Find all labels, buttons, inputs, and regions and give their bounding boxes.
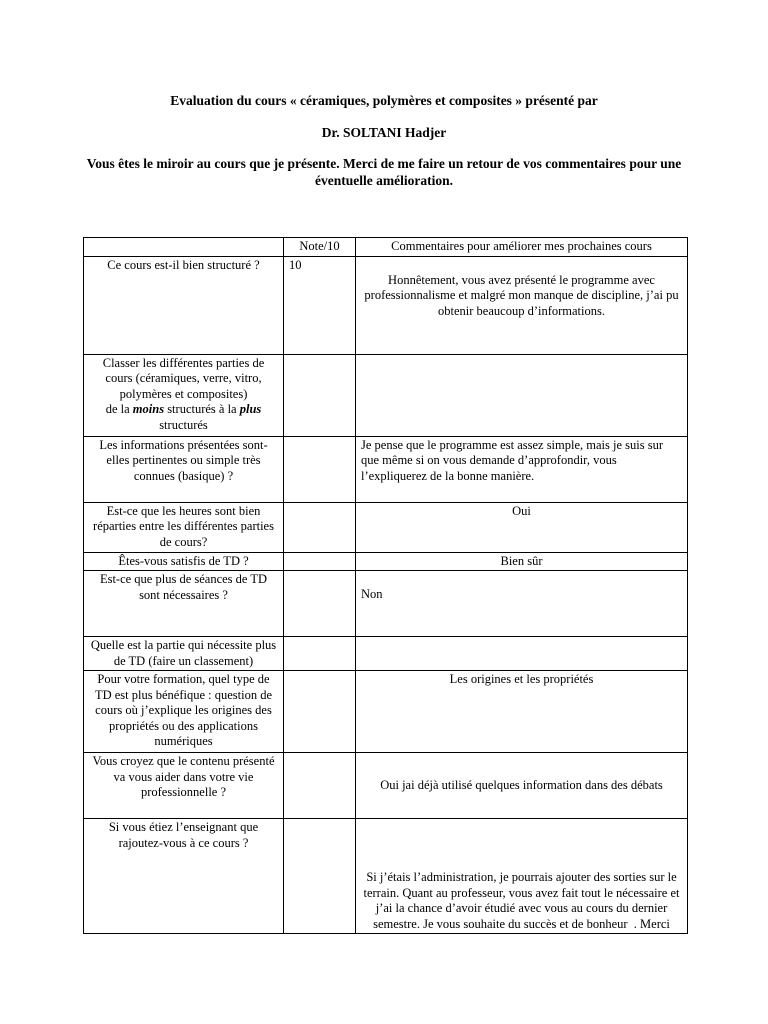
document-title: Evaluation du cours « céramiques, polymères et composites » présenté par — [170, 93, 598, 108]
table-row — [84, 502, 688, 552]
comment-cell — [356, 354, 688, 436]
emphasis-text: plus — [239, 402, 262, 416]
question-cell: Si vous étiez l’enseignant que rajoutez-vous à ce cours ? — [84, 819, 284, 934]
note-cell — [284, 753, 356, 819]
comment-cell: Si j’étais l’administration, je pourrais ajouter des sorties sur le terrain. Quant au professeur, vous avez fait tout le nécessaire et j’ai la chance d’avoir étudié avec vous au cours du dernier semestre. Je vous souhaite du succès et de bonheur . Merci — [356, 819, 688, 934]
note-cell — [284, 671, 356, 753]
comment-cell: Non — [356, 571, 688, 637]
comment-cell: Bien sûr — [356, 552, 688, 571]
note-cell — [284, 637, 356, 671]
author-name: Dr. SOLTANI Hadjer — [321, 125, 447, 140]
header-comment: Commentaires pour améliorer mes prochaines cours — [356, 238, 688, 257]
header-question — [84, 238, 284, 257]
header-note: Note/10 — [284, 238, 356, 257]
note-cell: 10 — [284, 256, 356, 354]
question-cell: Est-ce que plus de séances de TD sont nécessaires ? — [84, 571, 284, 637]
table-row — [84, 753, 688, 819]
table-row — [84, 819, 688, 934]
table-row — [84, 354, 688, 436]
question-cell: Pour votre formation, quel type de TD est plus bénéfique : question de cours où j’explique les origines des propriétés ou des applications numériques — [84, 671, 284, 753]
table-row — [84, 637, 688, 671]
comment-cell — [356, 637, 688, 671]
comment-cell: Je pense que le programme est assez simple, mais je suis sur que même si on vous demande d’approfondir, vous l’expliquerez de la bonne manière. — [356, 436, 688, 502]
emphasis-text: moins — [132, 402, 165, 416]
table-row — [84, 571, 688, 637]
question-text: Classer les différentes parties de cours (céramiques, verre, vitro, polymères et composites) — [102, 355, 265, 401]
question-cell: Quelle est la partie qui nécessite plus de TD (faire un classement) — [84, 637, 284, 671]
note-cell — [284, 819, 356, 934]
table-row — [84, 671, 688, 753]
note-cell — [284, 502, 356, 552]
table-row — [84, 256, 688, 354]
note-cell — [284, 571, 356, 637]
intro-text: Vous êtes le miroir au cours que je présente. Merci de me faire un retour de vos commentaires pour une éventuelle amélioration. — [86, 156, 682, 188]
question-cell: Ce cours est-il bien structuré ? — [84, 256, 284, 354]
question-cell: Vous croyez que le contenu présenté va vous aider dans votre vie professionnelle ? — [84, 753, 284, 819]
question-cell: Êtes-vous satisfis de TD ? — [84, 552, 284, 571]
table-row — [84, 552, 688, 571]
question-text: de la — [105, 402, 130, 416]
table-header-row — [84, 238, 688, 257]
question-cell: Les informations présentées sont-elles pertinentes ou simple très connues (basique) ? — [84, 436, 284, 502]
note-cell — [284, 354, 356, 436]
question-text: structurés — [159, 417, 208, 432]
note-cell — [284, 436, 356, 502]
comment-cell: Honnêtement, vous avez présenté le programme avec professionnalisme et malgré mon manque de discipline, j’ai pu obtenir beaucoup d’informations. — [356, 256, 688, 354]
table-row — [84, 436, 688, 502]
question-cell — [84, 354, 284, 436]
comment-cell: Les origines et les propriétés — [356, 671, 688, 753]
question-text: structurés à la — [167, 402, 237, 416]
evaluation-table — [83, 237, 688, 934]
note-cell — [284, 552, 356, 571]
comment-cell: Oui jai déjà utilisé quelques information dans des débats — [356, 753, 688, 819]
question-cell: Est-ce que les heures sont bien réparties entre les différentes parties de cours? — [84, 502, 284, 552]
comment-cell: Oui — [356, 502, 688, 552]
